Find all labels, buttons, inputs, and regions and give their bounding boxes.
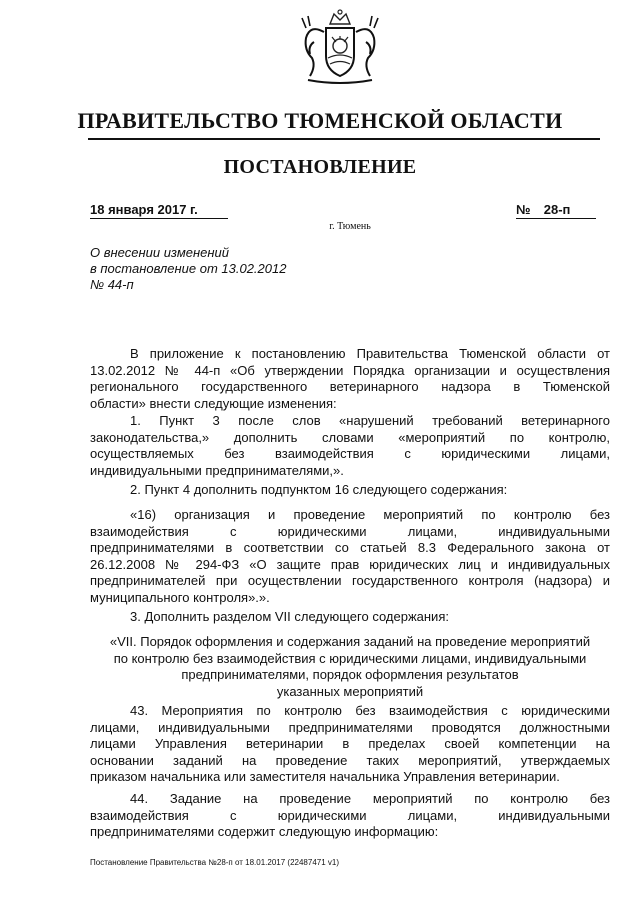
item-2-quoted-text [90,507,610,606]
title-divider [88,138,600,140]
document-number [516,202,596,219]
text-line: 2. Пункт 4 дополнить подпунктом 16 следующего содержания: [130,482,508,497]
section-heading [90,634,610,700]
text-line: 13.02.2012 № 44-п «Об утверждении Порядка организации и осуществления [90,362,610,378]
document-footer: Постановление Правительства №28-п от 18.01.2017 (22487471 v1) [90,858,340,867]
heading-line: указанных мероприятий [276,683,424,699]
text-line: осуществляемых без взаимодействия с юридическими лицами, [90,446,610,461]
heading-line: по контролю без взаимодействия с юридическими лицами, индивидуальными [113,650,587,666]
text-line: предпринимателями в соответствии со статьей 8.3 Федерального закона от [90,540,610,555]
number-prefix: № [516,202,531,217]
text-line: В приложение к постановлению Правительства Тюменской области от [130,346,610,361]
text-line: взаимодействия с юридическими лицами, индивидуальными [90,523,610,539]
document-type: ПОСТАНОВЛЕНИЕ [223,156,417,178]
document-date: 18 января 2017 г. [90,202,228,219]
text-line: регионального государственного ветеринарного надзора в Тюменской [90,379,610,394]
text-line: приказом начальника или заместителя начальника Управления ветеринарии. [90,769,560,784]
text-line: взаимодействия с юридическими лицами, индивидуальными [90,807,610,823]
item-2-paragraph [90,482,610,499]
text-line: лицами, индивидуальными предпринимателями проводятся должностными [90,719,610,735]
tyumen-coat-of-arms-icon [292,6,388,90]
text-line: 1. Пункт 3 после слов «нарушений требований ветеринарного [130,413,610,428]
text-line: предпринимателями содержит следующую информацию: [90,824,439,839]
subject-line: О внесении изменений [90,245,229,260]
text-line: области» внести следующие изменения: [90,395,337,411]
text-line: основании заданий на проведение таких мероприятий, утверждаемых [90,752,610,768]
text-line: 26.12.2008 № 294-ФЗ «О защите прав юридических лиц и индивидуальных [90,556,610,572]
document-subject [90,245,286,293]
text-line: лицами Управления ветеринарии в пределах своей компетенции на [90,736,610,751]
text-line: «16) организация и проведение мероприятий по контролю без [130,507,610,522]
text-line: 3. Дополнить разделом VII следующего содержания: [130,609,449,624]
text-line: 43. Мероприятия по контролю без взаимодействия с юридическими [130,703,610,718]
text-line: законодательства,» дополнить словами «мероприятий по контролю, [90,429,610,445]
number-value: 28-п [543,202,571,217]
item-3-paragraph [90,609,610,626]
government-title: ПРАВИТЕЛЬСТВО ТЮМЕНСКОЙ ОБЛАСТИ [77,108,563,133]
text-line: предпринимателей при осуществлении государственного контроля (надзора) и [90,573,610,588]
paragraph-43 [90,703,610,786]
text-line: муниципального контроля».». [90,589,270,605]
heading-line: предпринимателями, порядок оформления результатов [181,667,519,682]
text-line: индивидуальными предпринимателями,». [90,462,344,478]
city-label: г. Тюмень [329,221,371,232]
subject-line: в постановление от 13.02.2012 [90,261,287,276]
item-1-paragraph [90,413,610,479]
heading-line: «VII. Порядок оформления и содержания заданий на проведение мероприятий [109,634,591,649]
intro-paragraph [90,346,610,412]
paragraph-44 [90,791,610,841]
text-line: 44. Задание на проведение мероприятий по контролю без [130,791,610,806]
subject-line: № 44-п [90,277,134,292]
